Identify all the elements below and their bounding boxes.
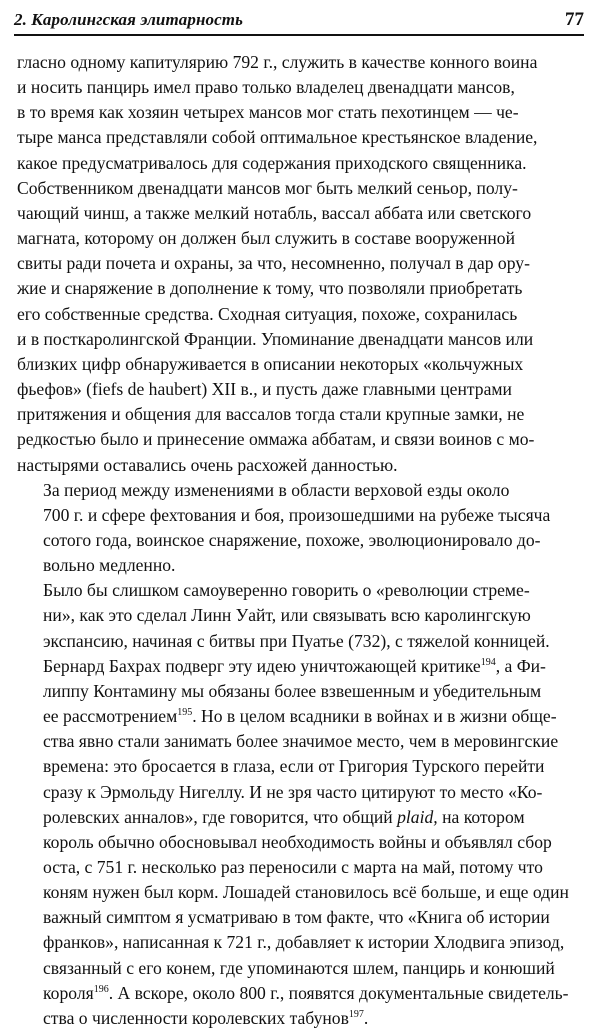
text-line-with-italic <box>17 805 583 830</box>
text-line: За период между изменениями в области верховой езды около <box>43 479 510 500</box>
text-body <box>17 50 583 1031</box>
text-line: какое предусматривалось для содержания приходского священника. <box>17 152 527 173</box>
text-line: король обычно обосновывал необходимость войны и объявлял сбор <box>43 831 552 852</box>
paragraph-3 <box>17 578 583 1031</box>
text-line: свиты ради почета и охраны, за что, несомненно, получал в дар ору- <box>17 253 530 274</box>
text-line: настырями оставались очень расхожей данностью. <box>17 454 398 475</box>
page-number: 77 <box>565 9 584 30</box>
text-fragment: Бернард Бахрах подверг эту идею уничтожающей критике <box>43 655 481 676</box>
paragraph-1 <box>17 50 583 478</box>
italic-term-plaid: plaid, <box>397 806 438 827</box>
text-line: в то время как хозяин четырех мансов мог стать пехотинцем — че- <box>17 102 519 123</box>
text-fragment: , а Фи- <box>495 655 546 676</box>
text-line: франков», написанная к 721 г., добавляет к истории Хлодвига эпизод, <box>43 932 565 953</box>
footnote-ref-194[interactable]: 194 <box>480 656 496 668</box>
text-line: времена: это бросается в глаза, если от Григория Турского перейти <box>43 756 545 777</box>
text-fragment: . Но в целом всадники в войнах и в жизни обще- <box>192 706 557 727</box>
text-line: связанный с его конем, где упоминаются шлем, панцирь и конюший <box>43 957 555 978</box>
text-line: редкостью было и принесение оммажа аббатам, и связи воинов с мо- <box>17 429 535 450</box>
text-fragment: . <box>363 1007 369 1028</box>
text-line: Было бы слишком самоуверенно говорить о «революции стреме- <box>43 580 530 601</box>
running-head: 2. Каролингская элитарность <box>14 10 243 29</box>
text-line: важный симптом я усматриваю в том факте, что «Книга об истории <box>43 907 550 928</box>
footnote-ref-197[interactable]: 197 <box>348 1009 364 1021</box>
text-line: фьефов» (fiefs de haubert) XII в., и пусть даже главными центрами <box>17 379 512 400</box>
text-line-with-footnote <box>17 981 583 1006</box>
text-line: экспансию, начиная с битвы при Пуатье (732), с тяжелой конницей. <box>43 630 550 651</box>
text-line: оста, с 751 г. несколько раз переносили с марта на май, потому что <box>43 857 543 877</box>
text-line: сотого года, воинское снаряжение, похоже, эволюционировало до- <box>43 529 541 550</box>
page-header <box>14 8 584 36</box>
text-line: липпу Контамину мы обязаны более взвешенным и убедительным <box>43 680 542 701</box>
text-line: жие и снаряжение в дополнение к тому, что позволяли приобретать <box>17 278 523 299</box>
paragraph-2 <box>17 478 583 579</box>
text-fragment: . А вскоре, около 800 г., появятся документальные свидетель- <box>108 982 569 1003</box>
text-line-with-footnote <box>17 704 583 729</box>
text-line: Собственником двенадцати мансов мог быть мелкий сеньор, полу- <box>17 177 518 198</box>
text-line: ства явно стали занимать более значимое место, чем в меровингские <box>43 731 559 752</box>
text-fragment: ства о численности королевских табунов <box>43 1007 349 1028</box>
text-fragment: ролевских анналов», где говорится, что общий <box>43 806 393 827</box>
text-line: чающий чинш, а также мелкий нотабль, вассал аббата или светского <box>17 202 532 223</box>
text-line: его собственные средства. Сходная ситуация, похоже, сохранилась <box>17 303 518 324</box>
footnote-ref-195[interactable]: 195 <box>177 707 193 719</box>
footnote-ref-196[interactable]: 196 <box>93 983 109 995</box>
text-line: гласно одному капитулярию 792 г., служить в качестве конного воина <box>17 52 538 72</box>
text-fragment: ее рассмотрением <box>43 706 178 727</box>
text-line: притяжения и общения для вассалов тогда стали крупные замки, не <box>17 404 525 425</box>
text-line-with-footnote <box>17 1006 583 1031</box>
text-line: вольно медленно. <box>43 555 176 576</box>
text-line: магната, которому он должен был служить в составе вооруженной <box>17 228 515 249</box>
text-line: близких цифр обнаруживается в описании некоторых «кольчужных <box>17 353 524 374</box>
text-line-with-footnote <box>17 654 583 679</box>
text-fragment: на котором <box>437 806 525 827</box>
text-fragment: короля <box>43 982 94 1003</box>
text-line: коням нужен был корм. Лошадей становилось всё больше, и еще один <box>43 882 569 903</box>
text-line: 700 г. и сфере фехтования и боя, произошедшими на рубеже тысяча <box>43 504 551 525</box>
text-line: ни», как это сделал Линн Уайт, или связывать всю каролингскую <box>43 605 531 626</box>
text-line: тыре манса представляли собой оптимальное крестьянское владение, <box>17 127 538 148</box>
text-line: и носить панцирь имел право только владелец двенадцати мансов, <box>17 77 515 98</box>
text-line: и в посткаролингской Франции. Упоминание двенадцати мансов или <box>17 328 534 349</box>
text-line: сразу к Эрмольду Нигеллу. И не зря часто цитируют то место «Ко- <box>43 781 543 802</box>
